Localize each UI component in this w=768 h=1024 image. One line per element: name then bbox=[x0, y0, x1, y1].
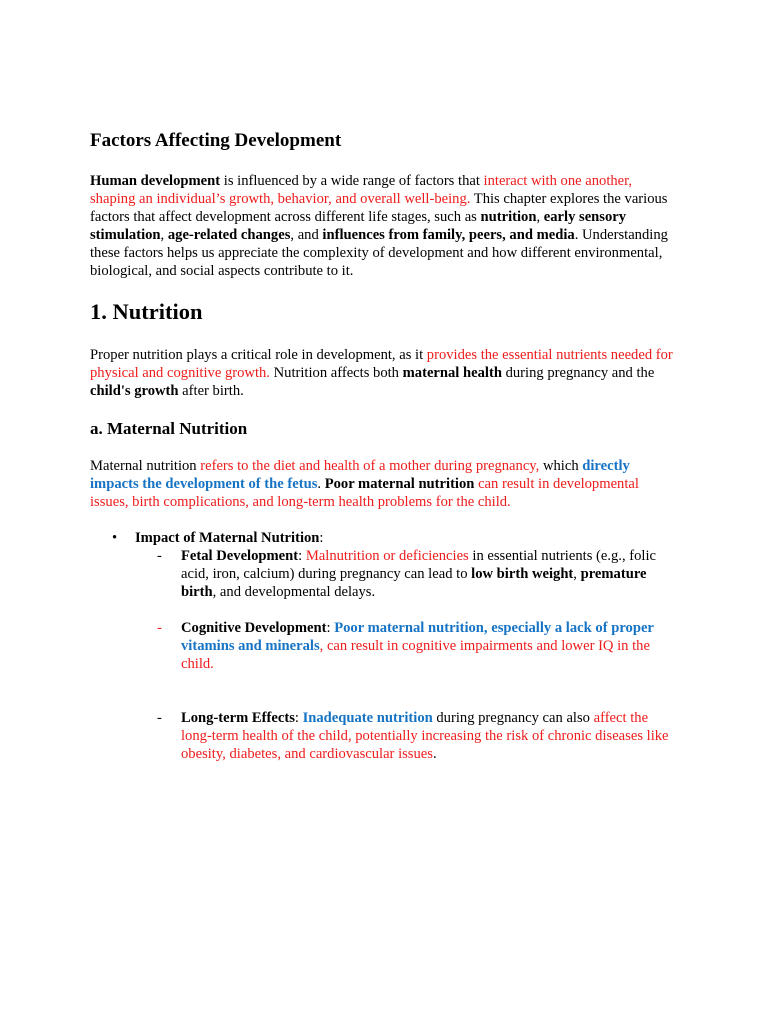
item-label: Cognitive Development bbox=[181, 620, 327, 636]
red-highlight: provides the essential nutrients needed for physical and cognitive growth. bbox=[90, 347, 673, 381]
red-highlight: refers to the diet and health of a mother during pregnancy, bbox=[200, 458, 540, 474]
item-colon: : bbox=[326, 620, 335, 636]
intro-text: , bbox=[160, 227, 168, 243]
item-text: . bbox=[432, 746, 437, 762]
dash-marker: - bbox=[157, 548, 162, 564]
paragraph-text: which bbox=[539, 458, 583, 474]
intro-text: is influenced by a wide range of factors that bbox=[220, 173, 484, 189]
bold-term: maternal health bbox=[402, 365, 502, 381]
intro-bold-term: influences from family, peers, and media bbox=[322, 227, 575, 243]
item-text: , bbox=[573, 566, 581, 582]
intro-bold-term: early sensory stimulation bbox=[90, 209, 627, 243]
intro-paragraph bbox=[90, 172, 680, 280]
bold-term: Poor maternal nutrition bbox=[324, 476, 475, 492]
subsection-heading-maternal-nutrition: a. Maternal Nutrition bbox=[90, 419, 248, 438]
nutrition-paragraph bbox=[90, 346, 680, 400]
item-text: , and developmental delays. bbox=[212, 584, 376, 600]
red-highlight: Malnutrition or deficiencies bbox=[305, 548, 469, 564]
paragraph-text: Nutrition affects both bbox=[269, 365, 403, 381]
document-content bbox=[90, 129, 680, 763]
red-highlight: affect the long-term health of the child, potentially increasing the risk of chronic diseases like obesity, diabetes, and cardiovascular issues bbox=[181, 710, 669, 762]
blue-highlight: Poor maternal nutrition, especially a lack of proper vitamins and minerals bbox=[181, 620, 654, 654]
bold-term: child's growth bbox=[90, 383, 179, 399]
intro-bold-term: Human development bbox=[90, 173, 221, 189]
intro-text: , and bbox=[290, 227, 323, 243]
red-highlight: can result in developmental issues, birth complications, and long-term health problems for the child. bbox=[90, 476, 639, 510]
bullet-label: Impact of Maternal Nutrition bbox=[135, 530, 320, 546]
intro-bold-term: nutrition bbox=[480, 209, 537, 225]
bullet-list bbox=[90, 529, 680, 547]
dash-item-fetal-development bbox=[90, 547, 680, 601]
blue-highlight: directly impacts the development of the fetus bbox=[90, 458, 630, 492]
intro-text: . Understanding these factors helps us appreciate the complexity of development and how different environmental, biological, and social aspects contribute to it. bbox=[90, 227, 668, 279]
intro-text: This chapter explores the various factors that affect development across different life stages, such as bbox=[90, 191, 668, 225]
paragraph-text: during pregnancy and the bbox=[501, 365, 655, 381]
item-label: Long-term Effects bbox=[181, 710, 295, 726]
dash-item-cognitive-development bbox=[90, 619, 680, 673]
document-title: Factors Affecting Development bbox=[90, 130, 342, 151]
red-highlight: , can result in cognitive impairments and lower IQ in the child. bbox=[181, 638, 650, 672]
item-colon: : bbox=[294, 710, 303, 726]
paragraph-text: Maternal nutrition bbox=[90, 458, 201, 474]
bullet-item-impact bbox=[90, 529, 680, 547]
bullet-marker: • bbox=[112, 530, 118, 546]
item-colon: : bbox=[298, 548, 306, 564]
dash-marker: - bbox=[157, 710, 162, 726]
paragraph-text: . bbox=[317, 476, 325, 492]
dash-item-long-term-effects bbox=[90, 709, 680, 763]
intro-bold-term: age-related changes bbox=[167, 227, 291, 243]
bold-term: premature birth bbox=[181, 566, 647, 600]
blue-highlight: Inadequate nutrition bbox=[302, 710, 433, 726]
dash-list bbox=[90, 547, 680, 763]
bold-term: low birth weight bbox=[471, 566, 574, 582]
item-text: during pregnancy can also bbox=[432, 710, 594, 726]
item-label: Fetal Development bbox=[181, 548, 299, 564]
item-text: in essential nutrients (e.g., folic acid, iron, calcium) during pregnancy can lead to bbox=[181, 548, 656, 582]
intro-text: , bbox=[536, 209, 544, 225]
bullet-colon: : bbox=[319, 530, 324, 546]
paragraph-text: after birth. bbox=[178, 383, 244, 399]
section-heading-nutrition: 1. Nutrition bbox=[90, 299, 203, 324]
intro-red-highlight: interact with one another, shaping an individual’s growth, behavior, and overall well-being. bbox=[90, 173, 633, 207]
paragraph-text: Proper nutrition plays a critical role in development, as it bbox=[90, 347, 427, 363]
maternal-nutrition-paragraph bbox=[90, 457, 680, 511]
dash-marker: - bbox=[157, 620, 162, 636]
